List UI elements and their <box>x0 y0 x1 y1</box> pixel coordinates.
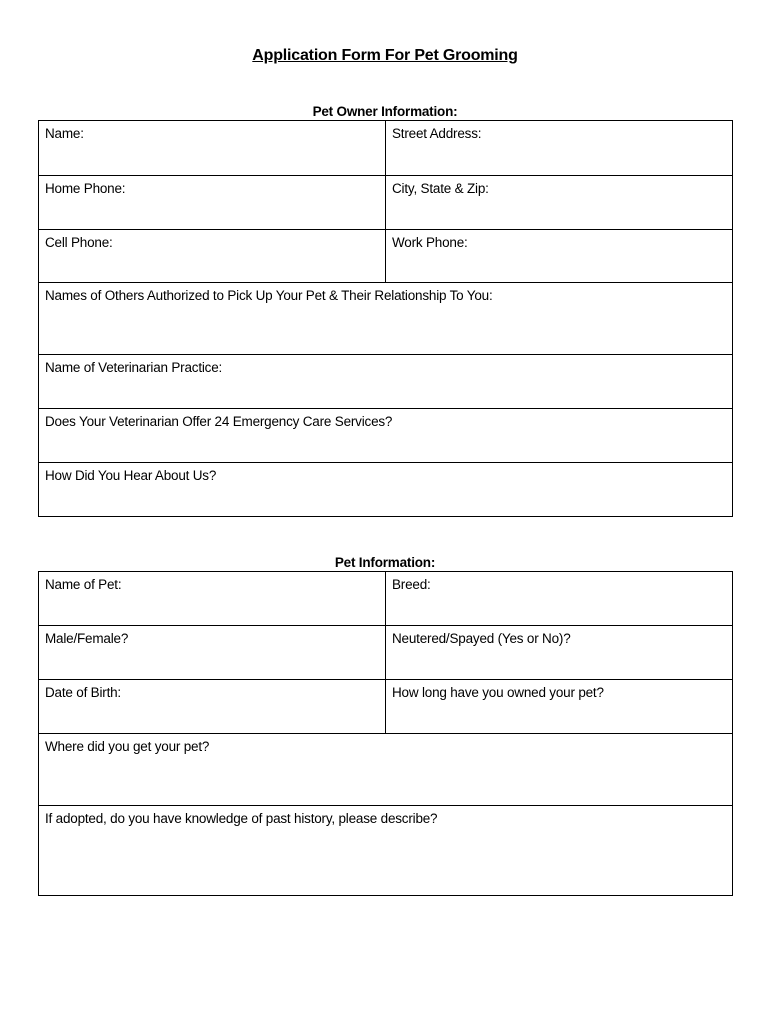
ownership-duration-field[interactable] <box>386 680 733 734</box>
referral-source-label: How Did You Hear About Us? <box>45 468 217 483</box>
owner-name-label: Name: <box>45 126 84 141</box>
pet-source-label: Where did you get your pet? <box>45 739 210 754</box>
form-title: Application Form For Pet Grooming <box>252 47 518 64</box>
owner-name-field[interactable] <box>39 121 386 176</box>
breed-field[interactable] <box>386 572 733 626</box>
work-phone-field[interactable] <box>386 230 733 283</box>
pet-info-table <box>38 571 733 896</box>
owner-info-table <box>38 120 733 517</box>
authorized-pickup-field[interactable] <box>39 283 733 355</box>
dob-field[interactable] <box>39 680 386 734</box>
neutered-field[interactable] <box>386 626 733 680</box>
owner-section-heading: Pet Owner Information: <box>312 104 458 119</box>
pet-name-field[interactable] <box>39 572 386 626</box>
sex-label: Male/Female? <box>45 631 129 646</box>
adoption-history-field[interactable] <box>39 806 733 896</box>
neutered-label: Neutered/Spayed (Yes or No)? <box>392 631 571 646</box>
pet-name-label: Name of Pet: <box>45 577 122 592</box>
cell-phone-label: Cell Phone: <box>45 235 113 250</box>
city-state-zip-label: City, State & Zip: <box>392 181 489 196</box>
sex-field[interactable] <box>39 626 386 680</box>
home-phone-label: Home Phone: <box>45 181 126 196</box>
authorized-pickup-label: Names of Others Authorized to Pick Up Your Pet & Their Relationship To You: <box>45 288 493 303</box>
vet-practice-label: Name of Veterinarian Practice: <box>45 360 223 375</box>
vet-practice-field[interactable] <box>39 355 733 409</box>
adoption-history-label: If adopted, do you have knowledge of past history, please describe? <box>45 811 438 826</box>
home-phone-field[interactable] <box>39 176 386 230</box>
breed-label: Breed: <box>392 577 431 592</box>
emergency-care-label: Does Your Veterinarian Offer 24 Emergency Care Services? <box>45 414 393 429</box>
referral-source-field[interactable] <box>39 463 733 517</box>
dob-label: Date of Birth: <box>45 685 121 700</box>
pet-section-heading: Pet Information: <box>334 555 436 570</box>
work-phone-label: Work Phone: <box>392 235 468 250</box>
emergency-care-field[interactable] <box>39 409 733 463</box>
city-state-zip-field[interactable] <box>386 176 733 230</box>
cell-phone-field[interactable] <box>39 230 386 283</box>
street-address-field[interactable] <box>386 121 733 176</box>
ownership-duration-label: How long have you owned your pet? <box>392 685 604 700</box>
street-address-label: Street Address: <box>392 126 482 141</box>
pet-source-field[interactable] <box>39 734 733 806</box>
